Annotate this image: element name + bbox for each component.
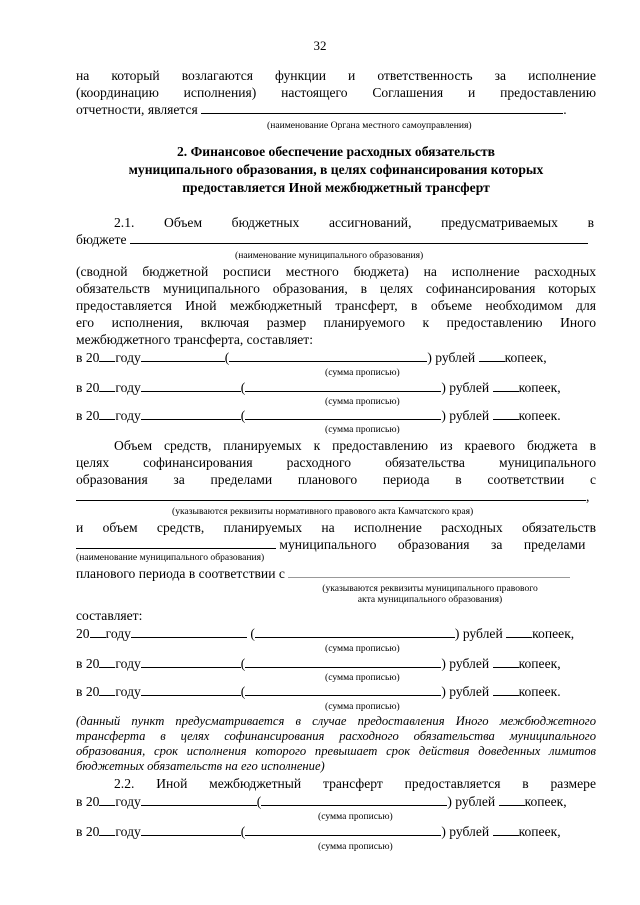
rubles-label: ) рублей bbox=[454, 626, 503, 641]
amount-caption: (сумма прописью) bbox=[325, 367, 400, 378]
p21-line-4: обязательств муниципального образования, в целях софинансирования которых bbox=[76, 281, 596, 296]
kopecks-blank bbox=[506, 626, 532, 638]
p21-line-3: (сводной бюджетной росписи местного бюджета) на исполнение расходных bbox=[76, 264, 596, 279]
year-label: году bbox=[105, 626, 131, 641]
note-line-1: (данный пункт предусматривается в случае предоставления Иного межбюджетного bbox=[76, 714, 596, 728]
municipal-act-blank bbox=[288, 566, 570, 578]
amount-row: в 20 году ( ) рублей копеек, bbox=[76, 380, 561, 395]
kopecks-label: копеек. bbox=[518, 684, 561, 699]
year-blank bbox=[99, 656, 115, 668]
year-prefix: в 20 bbox=[76, 656, 100, 671]
amount-row: в 20 году ( ) рублей копеек, bbox=[76, 824, 561, 839]
krai-act-caption: (указываются реквизиты нормативного правового акта Камчатского края) bbox=[172, 506, 474, 517]
amount-words-blank bbox=[245, 656, 441, 668]
kopecks-label: копеек, bbox=[518, 380, 561, 395]
organ-name-blank bbox=[201, 102, 563, 114]
amount-words-blank bbox=[245, 824, 441, 836]
krai-line-4-end: , bbox=[586, 489, 590, 504]
year-label: году bbox=[115, 380, 141, 395]
p21-line-2 bbox=[76, 232, 596, 248]
year-blank bbox=[99, 824, 115, 836]
rubles-label: ) рублей bbox=[447, 794, 496, 809]
section-heading-line-1: 2. Финансовое обеспечение расходных обязательств bbox=[176, 144, 495, 159]
krai-line-2: целях софинансирования расходного обязательства муниципального bbox=[76, 455, 596, 470]
krai-line-6 bbox=[76, 537, 596, 553]
amount-blank bbox=[141, 408, 241, 420]
rubles-label: ) рублей bbox=[427, 350, 476, 365]
kopecks-label: копеек, bbox=[518, 824, 561, 839]
intro-line-3-end: . bbox=[563, 102, 567, 117]
municipality-name-caption-2: (наименование муниципального образования) bbox=[76, 552, 265, 563]
year-prefix: в 20 bbox=[76, 408, 100, 423]
organ-name-caption: (наименование Органа местного самоуправления) bbox=[267, 120, 472, 131]
amount-row: в 20 году ( ) рублей копеек. bbox=[76, 684, 561, 699]
p22-line-1: 2.2. Иной межбюджетный трансферт предоставляется в размере bbox=[114, 776, 596, 791]
page-number: 32 bbox=[313, 38, 327, 53]
kopecks-blank bbox=[493, 824, 519, 836]
year-blank bbox=[99, 350, 115, 362]
kopecks-label: копеек, bbox=[504, 350, 547, 365]
year-blank bbox=[99, 408, 115, 420]
p21-budget-label: бюджете bbox=[76, 232, 127, 247]
section-heading-line-3: предоставляется Иной межбюджетный трансферт bbox=[182, 180, 490, 195]
p21-line-1: 2.1. Объем бюджетных ассигнований, предусматриваемых в bbox=[114, 215, 594, 230]
intro-line-3 bbox=[76, 102, 596, 118]
amount-blank bbox=[141, 824, 241, 836]
amount-row: в 20 году ( ) рублей копеек, bbox=[76, 794, 567, 809]
municipality-name-blank bbox=[130, 232, 588, 244]
year-label: году bbox=[115, 684, 141, 699]
amount-row: в 20 году ( ) рублей копеек, bbox=[76, 656, 561, 671]
amount-row: в 20 году ( ) рублей копеек. bbox=[76, 408, 561, 423]
amount-blank bbox=[141, 350, 225, 362]
amount-row: в 20 году ( ) рублей копеек, bbox=[76, 350, 547, 365]
year-label: году bbox=[115, 408, 141, 423]
year-prefix: в 20 bbox=[76, 350, 100, 365]
municipality-name-blank-2 bbox=[76, 537, 276, 549]
krai-line-7-text: планового периода в соответствии с bbox=[76, 566, 285, 581]
amount-blank bbox=[141, 656, 241, 668]
amount-row: 20 году ( ) рублей копеек, bbox=[76, 626, 575, 641]
kopecks-blank bbox=[479, 350, 505, 362]
kopecks-blank bbox=[493, 408, 519, 420]
amount-words-blank bbox=[229, 350, 427, 362]
year-label: году bbox=[115, 794, 141, 809]
year-label: году bbox=[115, 824, 141, 839]
municipal-act-caption-2: акта муниципального образования) bbox=[357, 594, 503, 605]
note-line-2: трансферта в целях софинансирования расходного обязательства муниципального bbox=[76, 729, 596, 743]
rubles-label: ) рублей bbox=[441, 380, 490, 395]
year-blank bbox=[99, 794, 115, 806]
p21-line-6: его исполнения, включая размер планируемого к предоставлению Иного bbox=[76, 315, 596, 330]
municipality-name-caption: (наименование муниципального образования) bbox=[235, 250, 424, 261]
year-prefix: в 20 bbox=[76, 380, 100, 395]
krai-line-8: составляет: bbox=[76, 608, 143, 623]
krai-line-3: образования за пределами планового периода в соответствии с bbox=[76, 472, 596, 487]
municipal-act-caption-1: (указываются реквизиты муниципального правового bbox=[322, 583, 538, 594]
amount-caption: (сумма прописью) bbox=[325, 424, 400, 435]
krai-act-blank bbox=[76, 489, 586, 501]
section-heading-line-2: муниципального образования, в целях софинансирования которых bbox=[128, 162, 544, 177]
amount-caption: (сумма прописью) bbox=[325, 672, 400, 683]
amount-caption: (сумма прописью) bbox=[325, 643, 400, 654]
year-label: году bbox=[115, 350, 141, 365]
year-label: году bbox=[115, 656, 141, 671]
kopecks-label: копеек. bbox=[518, 408, 561, 423]
note-line-3: образования, срок исполнения которого превышает срок действия доведенных лимитов bbox=[76, 744, 596, 758]
krai-line-5: и объем средств, планируемых на исполнение расходных обязательств bbox=[76, 520, 596, 535]
kopecks-blank bbox=[499, 794, 525, 806]
kopecks-label: копеек, bbox=[524, 794, 567, 809]
amount-words-blank bbox=[245, 684, 441, 696]
year-prefix: в 20 bbox=[76, 824, 100, 839]
intro-line-2: (координацию исполнения) настоящего Соглашения и предоставлению bbox=[76, 85, 596, 100]
p21-line-5: предоставляется Иной межбюджетный трансферт, в объеме необходимом для bbox=[76, 298, 596, 313]
amount-words-blank bbox=[261, 794, 447, 806]
kopecks-blank bbox=[493, 380, 519, 392]
rubles-label: ) рублей bbox=[441, 824, 490, 839]
krai-line-4 bbox=[76, 489, 596, 505]
amount-caption: (сумма прописью) bbox=[318, 811, 393, 822]
amount-words-blank bbox=[255, 626, 455, 638]
amount-blank bbox=[141, 380, 241, 392]
amount-caption: (сумма прописью) bbox=[318, 841, 393, 852]
krai-line-1: Объем средств, планируемых к предоставлению из краевого бюджета в bbox=[114, 438, 596, 453]
year-prefix: 20 bbox=[76, 626, 90, 641]
krai-line-6-text: муниципального образования за пределами bbox=[279, 537, 586, 552]
kopecks-label: копеек, bbox=[518, 656, 561, 671]
kopecks-blank bbox=[493, 656, 519, 668]
amount-blank bbox=[141, 684, 241, 696]
krai-line-7 bbox=[76, 566, 596, 582]
intro-line-1: на который возлагаются функции и ответственность за исполнение bbox=[76, 68, 596, 83]
amount-caption: (сумма прописью) bbox=[325, 396, 400, 407]
note-line-4: бюджетных обязательств на его исполнение) bbox=[76, 759, 325, 773]
amount-blank bbox=[131, 626, 247, 638]
kopecks-blank bbox=[493, 684, 519, 696]
amount-words-blank bbox=[245, 408, 441, 420]
rubles-label: ) рублей bbox=[441, 408, 490, 423]
year-blank bbox=[99, 684, 115, 696]
p21-line-7: межбюджетного трансферта, составляет: bbox=[76, 332, 314, 347]
rubles-label: ) рублей bbox=[441, 656, 490, 671]
amount-caption: (сумма прописью) bbox=[325, 701, 400, 712]
intro-line-3-text: отчетности, является bbox=[76, 102, 198, 117]
year-prefix: в 20 bbox=[76, 794, 100, 809]
year-prefix: в 20 bbox=[76, 684, 100, 699]
kopecks-label: копеек, bbox=[532, 626, 575, 641]
year-blank bbox=[99, 380, 115, 392]
year-blank bbox=[90, 626, 106, 638]
rubles-label: ) рублей bbox=[441, 684, 490, 699]
amount-words-blank bbox=[245, 380, 441, 392]
amount-blank bbox=[141, 794, 257, 806]
